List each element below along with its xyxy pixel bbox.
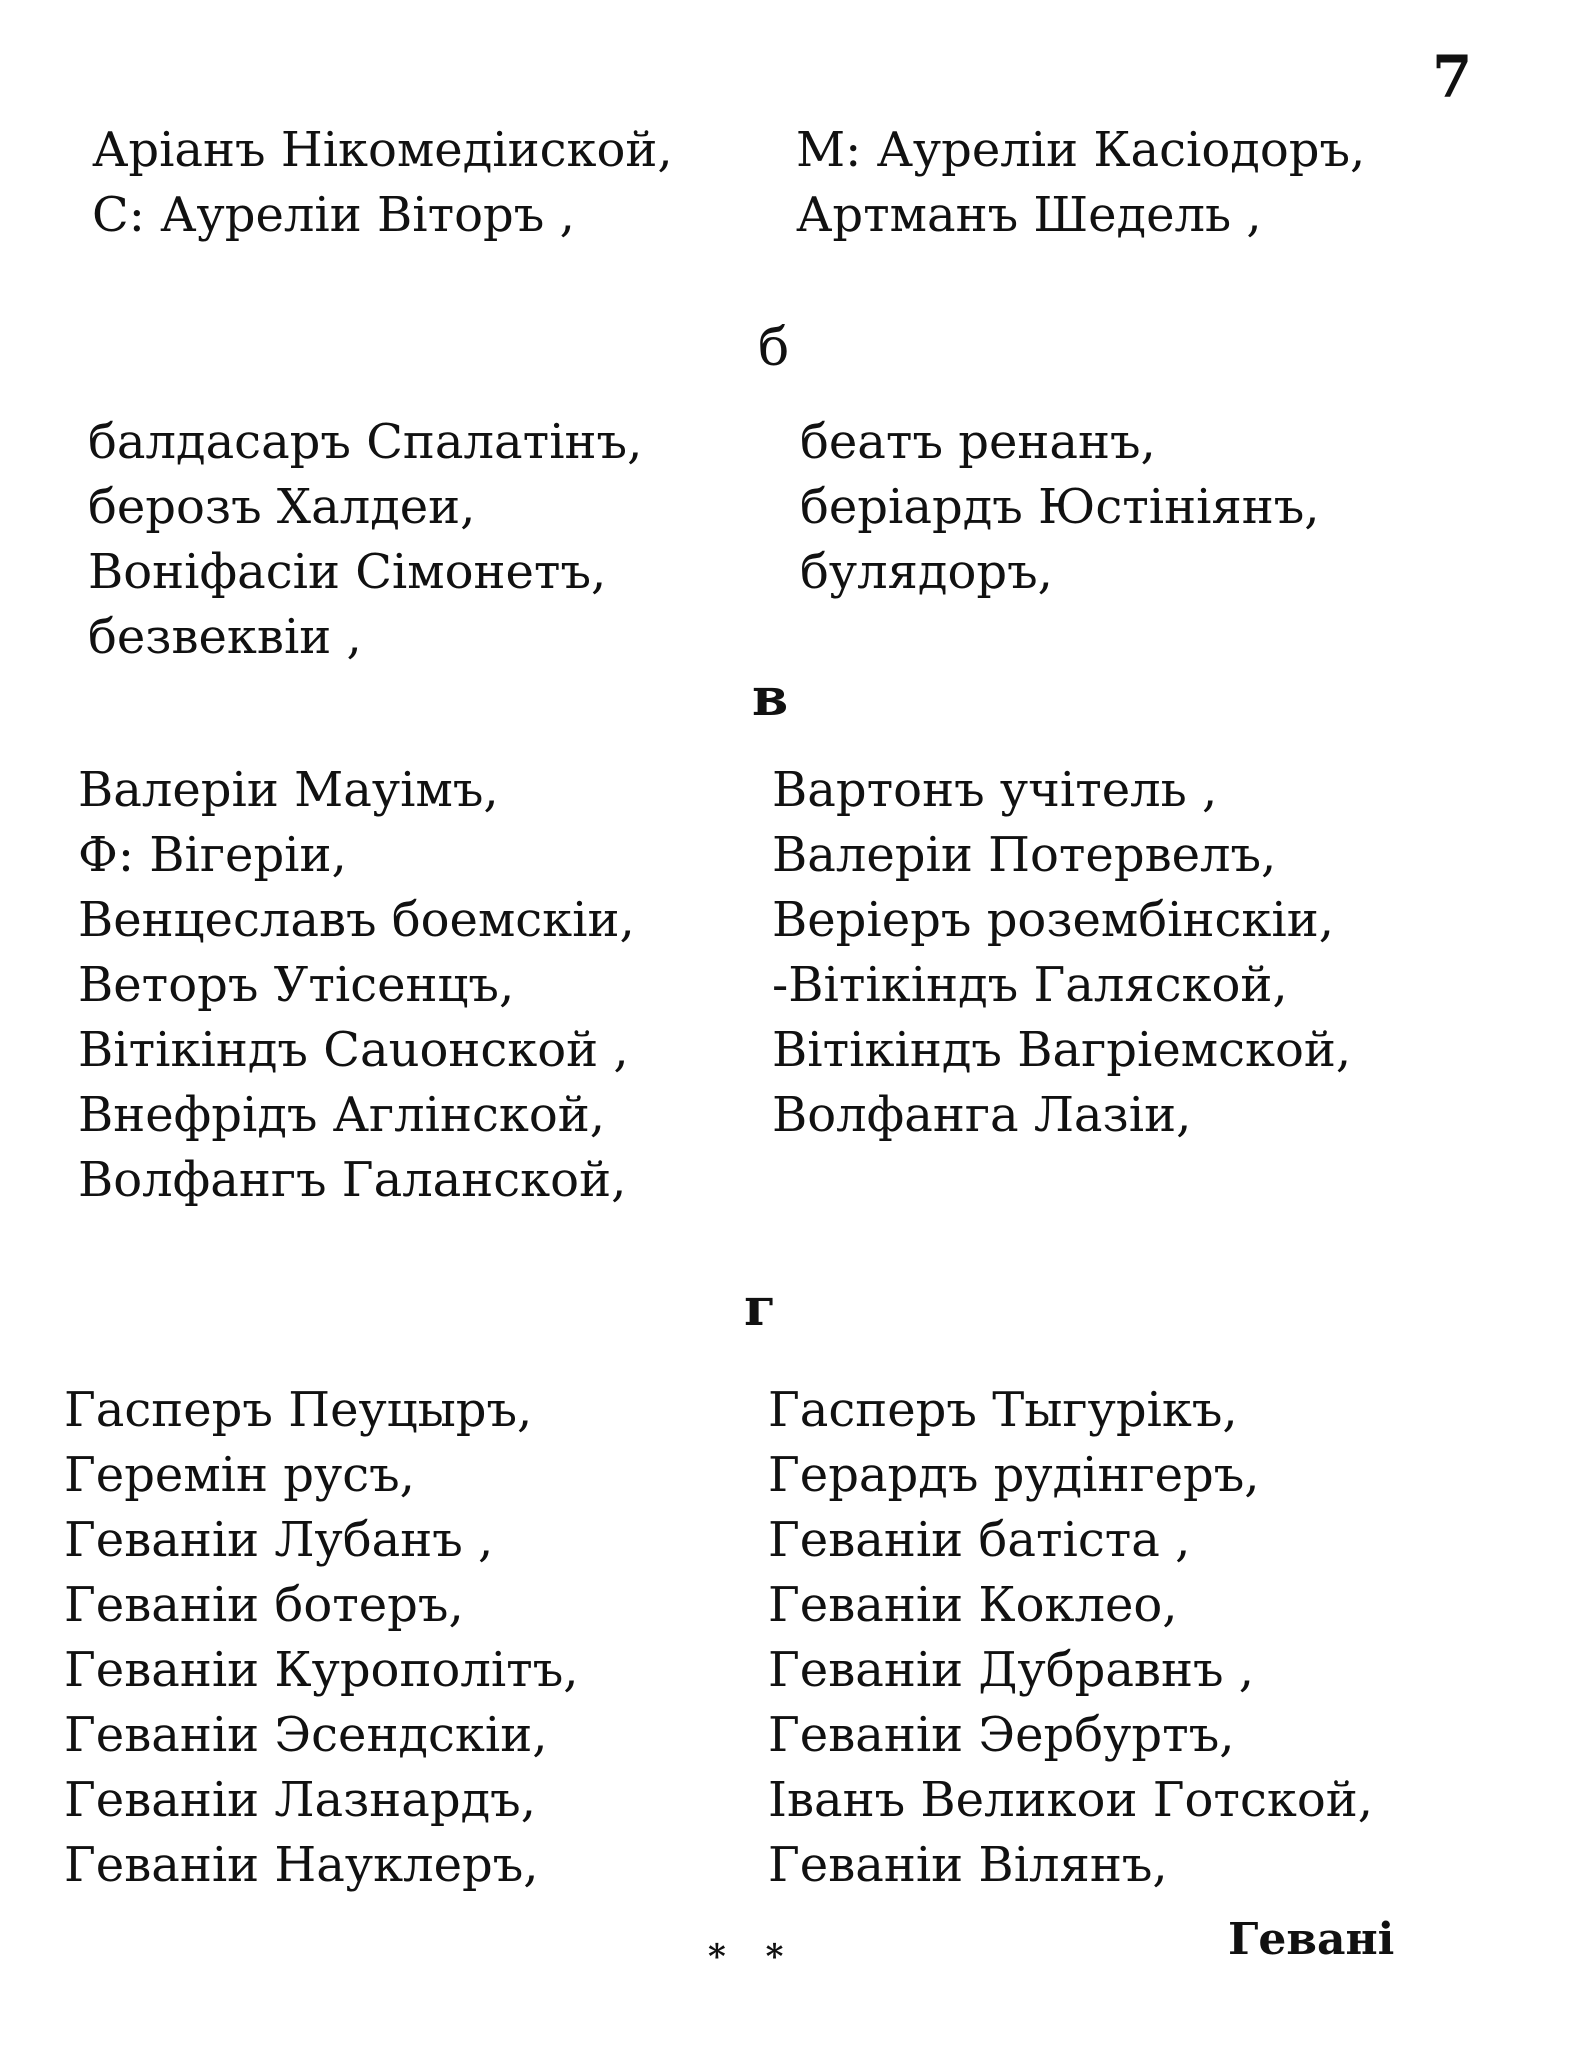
list-item: Геваніи Дубравнъ , [768,1642,1254,1698]
list-item: Геваніи Курополітъ, [64,1642,579,1698]
list-item: Валеріи Потервелъ, [772,827,1277,883]
list-item: булядоръ, [800,544,1053,600]
list-item: Геваніи Лубанъ , [64,1512,494,1568]
list-item: Веріеръ розембінскіи, [772,892,1334,948]
section-a-right-column [796,118,1365,248]
list-item: Геваніи батіста , [768,1512,1191,1568]
list-item: С: Ауреліи Віторъ , [92,187,575,243]
list-item: Внефрідъ Аглінской, [78,1087,606,1143]
section-v-left-column [78,758,635,1213]
list-item: Геваніи Вілянъ, [768,1837,1168,1893]
list-item: Веторъ Утісенцъ, [78,957,515,1013]
list-item: Волфангъ Галанской, [78,1152,627,1208]
section-v-right-column [772,758,1351,1148]
list-item: Геваніи Эсендскіи, [64,1707,548,1763]
section-letter-g: г [744,1277,776,1338]
list-item: Геваніи Науклеръ, [64,1837,539,1893]
list-item: М: Ауреліи Касіодоръ, [796,122,1366,178]
list-item: Геремін русъ, [64,1447,415,1503]
list-item: балдасаръ Спалатінъ, [88,414,643,470]
list-item: Геваніи Лазнардъ, [64,1772,536,1828]
list-item: Геваніи Коклео, [768,1577,1178,1633]
list-item: Артманъ Шедель , [796,187,1262,243]
list-item: берозъ Халдеи, [88,479,476,535]
section-a-left-column [92,118,673,248]
list-item: Геваніи Эербуртъ, [768,1707,1235,1763]
list-item: безвеквіи , [88,609,362,665]
list-item: -Вітікіндъ Галяской, [772,957,1288,1013]
section-b-right-column [800,410,1320,605]
section-letter-v: в [752,667,789,728]
list-item: беріардъ Юстініянъ, [800,479,1320,535]
section-letter-b: б [758,318,790,378]
list-item: Воніфасіи Сімонетъ, [88,544,607,600]
catchword: Гевані [1228,1914,1395,1965]
signature-mark: * * [708,1937,798,1977]
list-item: Герардъ рудінгеръ, [768,1447,1260,1503]
list-item: Венцеславъ боемскіи, [78,892,635,948]
page-number: 7 [1432,43,1473,111]
list-item: Іванъ Великои Готской, [768,1772,1373,1828]
section-b-left-column [88,410,642,670]
list-item: Вітікіндъ Вагріемской, [772,1022,1352,1078]
list-item: Вітікіндъ Саuонской , [78,1022,629,1078]
list-item: Геваніи ботеръ, [64,1577,464,1633]
section-g-right-column [768,1378,1373,1898]
section-g-left-column [64,1378,579,1898]
list-item: Гасперъ Пеуцыръ, [64,1382,533,1438]
list-item: Волфанга Лазіи, [772,1087,1192,1143]
list-item: Гасперъ Тыгурікъ, [768,1382,1238,1438]
list-item: Валеріи Мауімъ, [78,762,499,818]
list-item: Ф: Вігеріи, [78,827,347,883]
list-item: Аріанъ Нікомедіиской, [92,122,673,178]
list-item: Вартонъ учітель , [772,762,1218,818]
list-item: беатъ ренанъ, [800,414,1156,470]
